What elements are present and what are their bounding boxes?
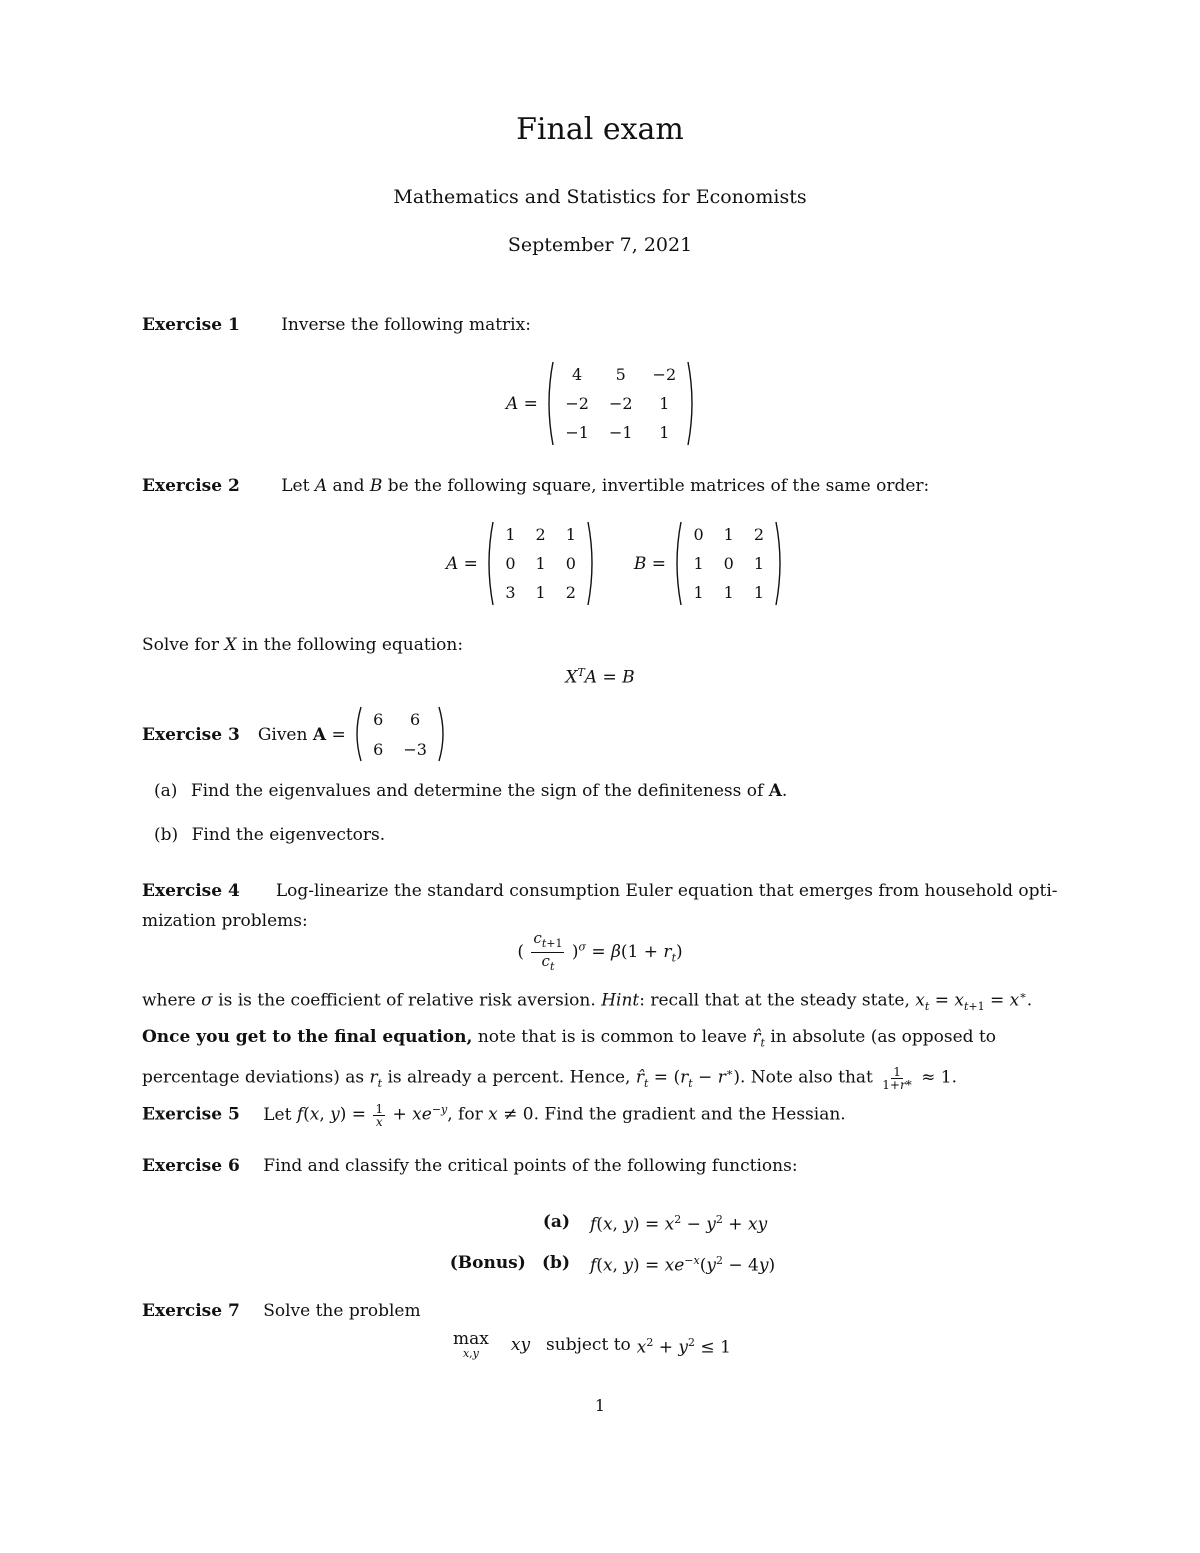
once-rest-text-2: in absolute (as opposed to	[770, 1027, 997, 1048]
matrix-cell: −3	[403, 740, 427, 759]
matrix-cell: 1	[505, 525, 516, 544]
exercise-3-part-b	[154, 820, 385, 850]
solve-text-b: in the following equation:	[241, 635, 464, 655]
exercise-4-text-1: Log-linearize the standard consumption Euler equation that emerges from household opti-	[275, 881, 1058, 901]
matrix-cell: 6	[410, 710, 421, 729]
matrix-cell: −1	[565, 423, 589, 442]
percentage-text-b: is already a percent. Hence,	[387, 1068, 631, 1089]
exercise-7-text: Solve the problem	[263, 1301, 421, 1321]
once-text: Once you get to the final equation,	[142, 1027, 473, 1048]
hint-label: Hint	[601, 990, 640, 1011]
exercise-1-text: Inverse the following matrix:	[281, 315, 531, 335]
matrix-b	[671, 520, 786, 607]
exercise-2-text-b: and	[332, 476, 365, 496]
exercise-2-text-a: Let	[281, 476, 310, 496]
exercise-7	[142, 1296, 421, 1326]
exercise-1-matrix-equation: A = 4 5 −2 −2 −2 1 −1 −1 1	[506, 360, 698, 447]
matrix-a	[483, 520, 598, 607]
exercise-2-matrices: A = 1 2 1 0 1 0 3 1 2 B = 0 1 2 1 0 1 1 1 1	[446, 520, 786, 607]
matrix-cell: 2	[753, 525, 765, 544]
exercise-3-label: Exercise 3	[142, 725, 240, 745]
matrix-cell: −2	[652, 365, 677, 384]
matrix-cell: 0	[693, 525, 704, 544]
bonus-label: (Bonus)	[449, 1252, 526, 1273]
matrix-a-symbol: A	[506, 393, 519, 414]
matrix-cell: 5	[615, 365, 626, 384]
matrix-cell: −1	[608, 423, 633, 442]
matrix-cell: 0	[723, 554, 734, 573]
subject-to-text: subject to	[546, 1335, 631, 1356]
exercise-6-text: Find and classify the critical points of the following functions:	[263, 1156, 798, 1176]
matrix-cell: 3	[505, 583, 516, 602]
matrix-cell: 1	[753, 554, 765, 573]
function-a-label: (a)	[542, 1212, 570, 1233]
matrix-cell: 2	[535, 525, 546, 544]
matrix-cell: 0	[565, 554, 576, 573]
matrix-cell: 1	[723, 583, 734, 602]
part-b-text: Find the eigenvectors.	[191, 825, 386, 845]
exercise-2-equation: $X^TA = B$	[565, 666, 635, 688]
exercise-2-text-c: be the following square, invertible matrices of the same order:	[387, 476, 930, 496]
where-text: where	[142, 990, 196, 1011]
exercise-6-label: Exercise 6	[142, 1156, 240, 1176]
note-text: . Note also that	[739, 1068, 873, 1089]
matrix-a-bold	[351, 705, 449, 765]
exercise-5-text-c: . Find the gradient and the Hessian.	[533, 1104, 846, 1125]
part-b-label: (b)	[154, 825, 179, 845]
matrix-cell: 1	[693, 583, 704, 602]
exercise-4-text-2: mization problems:	[142, 911, 308, 931]
exercise-5-text-a: Let	[263, 1104, 292, 1125]
matrix-cell: 1	[535, 554, 546, 573]
exercise-2-solve-line: Solve for X in the following equation:	[142, 635, 464, 655]
matrix-cell: 6	[373, 740, 384, 759]
matrix-cell: 2	[565, 583, 576, 602]
exercise-6	[142, 1151, 798, 1181]
matrix-cell: 1	[659, 394, 670, 413]
matrix-cell: 0	[505, 554, 516, 573]
matrix-cell: 1	[535, 583, 546, 602]
max-operator: max	[453, 1329, 489, 1350]
exercise-5-text-b: , for	[447, 1104, 483, 1125]
part-a-text: Find the eigenvalues and determine the sign of the definiteness of	[190, 781, 764, 801]
where-text-b: is is the coefficient of relative risk aversion.	[218, 990, 596, 1011]
optimization-problem: max x,y xy subject to $x^2 + y^2 \le 1$	[453, 1329, 731, 1361]
exercise-1-heading	[142, 310, 531, 340]
exercise-2-heading: Exercise 2 Let A and B be the following square, invertible matrices of the same order:	[142, 476, 930, 496]
exercise-7-label: Exercise 7	[142, 1301, 240, 1321]
page-title: Final exam	[516, 112, 684, 147]
exercise-2-label: Exercise 2	[142, 476, 240, 496]
matrix-cell: 1	[723, 525, 734, 544]
matrix-cell: 6	[373, 710, 384, 729]
percentage-text: percentage deviations) as	[142, 1068, 365, 1089]
exercise-6-functions: (a) f(x, $y) = x^2 - y^2$ + xy (Bonus) (b) f(x, $y) = xe^{-x}(y^2 - 4y)$	[449, 1212, 776, 1276]
exercise-4-intro	[142, 876, 1062, 936]
matrix-cell: 1	[659, 423, 670, 442]
exercise-4-body: where σ is is the coefficient of relative risk aversion. Hint: recall that at the steady state, $x_t = x_{t+1} = x^∗$. Once you get to the final equation, note that is is common to leave $r̂_t$ in absolute (as opposed to percentage deviations) as $r_t$ is already a percent. Hence, $r̂_t = (r_t - r^∗)$. Note also that $\frac{1}{1+r*}$ ≈ 1.	[142, 989, 1033, 1093]
euler-equation: ( $\frac{c_{t+1}}{c_t}$ )$^\sigma = \beta(1 + r_t)$	[517, 929, 683, 973]
function-b-label: (b)	[542, 1252, 570, 1273]
exercise-4-label: Exercise 4	[142, 881, 240, 901]
solve-text: Solve for	[142, 635, 220, 655]
matrix-cell: −2	[608, 394, 633, 413]
exam-date: September 7, 2021	[507, 234, 693, 256]
matrix-cell: 1	[753, 583, 765, 602]
exercise-3-heading: Exercise 3 Given A = 6 6 6 −3	[142, 705, 449, 765]
matrix-cell: 4	[572, 365, 583, 384]
given-text: Given	[257, 725, 308, 745]
exercise-5-label: Exercise 5	[142, 1104, 240, 1125]
exercise-3-part-a: (a) Find the eigenvalues and determine the sign of the definiteness of A.	[154, 781, 788, 801]
matrix-cell: 1	[565, 525, 576, 544]
part-a-label: (a)	[154, 781, 178, 801]
matrix-cell: 1	[693, 554, 704, 573]
matrix-cell: −2	[565, 394, 589, 413]
exercise-1-label: Exercise 1	[142, 315, 240, 335]
page-number: 1	[594, 1396, 606, 1415]
once-rest-text: note that is is common to leave	[477, 1027, 747, 1048]
hint-text: : recall that at the steady state,	[639, 990, 910, 1011]
course-subtitle: Mathematics and Statistics for Economists	[393, 186, 807, 208]
exercise-5: Exercise 5 Let f(x, y) = $\frac{1}{x}$ + $xe^{-y}$, for x ≠ 0. Find the gradient and the Hessian.	[142, 1101, 846, 1129]
matrix-a	[543, 360, 698, 447]
